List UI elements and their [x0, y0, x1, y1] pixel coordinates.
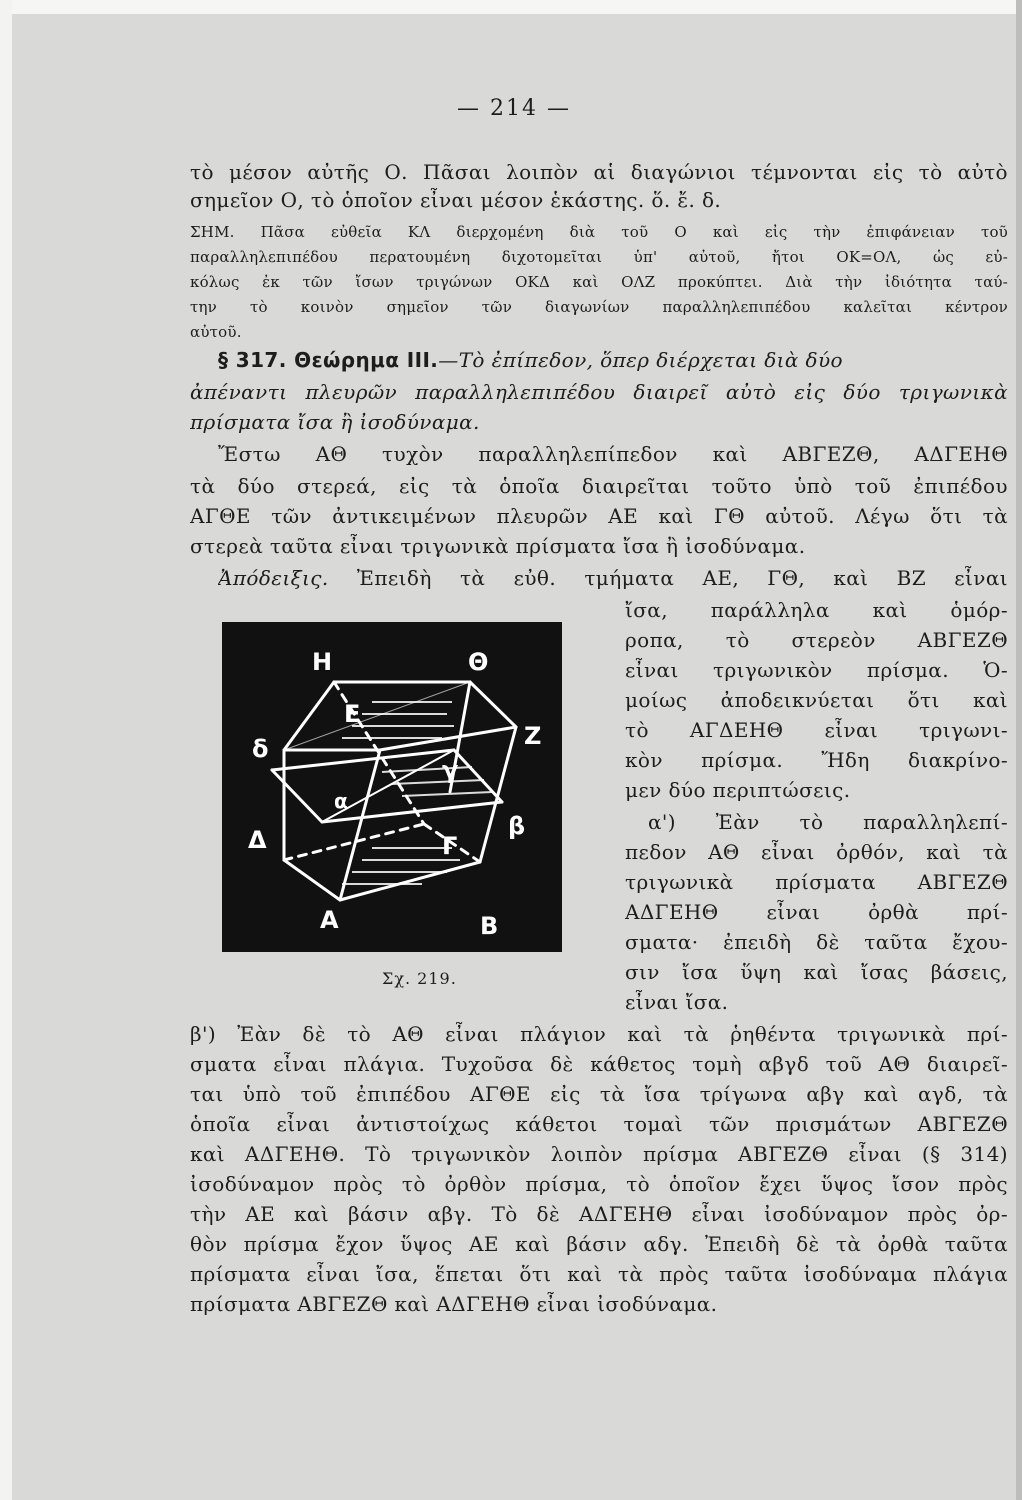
page-right-edge [1016, 0, 1022, 1500]
closing-line: θὸν πρίσμα ἔχον ὕψος ΑΕ καὶ βάσιν αδγ. Ἐπειδὴ δὲ τὰ ὀρθὰ ταῦτα [190, 1232, 1008, 1256]
closing-line: ἰσοδύναμον πρὸς τὸ ὀρθὸν πρίσμα, τὸ ὁποῖον ἔχει ὕψος ἴσον πρὸς [190, 1172, 1008, 1196]
book-page [12, 14, 1016, 1500]
right-column-line: εἶναι τριγωνικὸν πρίσμα. Ὁ- [625, 658, 1008, 682]
page-top-edge [0, 0, 1022, 14]
text-line: σημεῖον Ο, τὸ ὁποῖον εἶναι μέσον ἑκάστης. ὅ. ἔ. δ. [190, 188, 722, 212]
right-column-line: σματα· ἐπειδὴ δὲ ταῦτα ἔχου- [625, 930, 1008, 954]
label-delta: δ [252, 735, 269, 763]
page-number: — 214 — [457, 96, 571, 121]
right-column-line: πεδον ΑΘ εἶναι ὀρθόν, καὶ τὰ [625, 840, 1008, 864]
closing-line: πρίσματα ΑΒΓΕΖΘ καὶ ΑΔΓΕΗΘ εἶναι ἰσοδύναμα. [190, 1292, 718, 1316]
note-line: κόλως ἐκ τῶν ἴσων τριγώνων ΟΚΔ καὶ ΟΛΖ προκύπτει. Διὰ τὴν ἰδιότητα ταύ- [190, 273, 1008, 291]
closing-line: σματα εἶναι πλάγια. Τυχοῦσα δὲ κάθετος τομὴ αβγδ τοῦ ΑΘ διαιρεῖ- [190, 1052, 1008, 1076]
body-line: Ἔστω ΑΘ τυχὸν παραλληλεπίπεδον καὶ ΑΒΓΕΖΘ, ΑΔΓΕΗΘ [218, 442, 1008, 466]
label-gamma: γ [442, 756, 459, 784]
theorem-statement: —Τὸ ἐπίπεδον, ὅπερ διέρχεται διὰ δύο [438, 348, 843, 372]
closing-line: ὁποῖα εἶναι ἀντιστοίχως κάθετοι τομαὶ τῶν πρισμάτων ΑΒΓΕΖΘ [190, 1112, 1008, 1136]
theorem-heading: § 317. Θεώρημα III. [218, 348, 439, 372]
closing-line: β') Ἐὰν δὲ τὸ ΑΘ εἶναι πλάγιον καὶ τὰ ῥηθέντα τριγωνικὰ πρί- [190, 1022, 1008, 1046]
label-Gamma: Γ [442, 832, 458, 860]
proof-line [218, 566, 1008, 590]
proof-text: Ἐπειδὴ τὰ εὐθ. τμήματα ΑΕ, ΓΘ, καὶ ΒΖ εἶναι [356, 566, 1008, 590]
theorem-line: πρίσματα ἴσα ἢ ἰσοδύναμα. [190, 410, 480, 434]
right-column-line: τὸ ΑΓΔΕΗΘ εἶναι τριγωνι- [625, 718, 1008, 742]
right-column-line: ΑΔΓΕΗΘ εἶναι ὀρθὰ πρί- [625, 900, 1008, 924]
page-left-edge [0, 0, 12, 1500]
label-Delta: Δ [248, 826, 267, 854]
theorem-line: ἀπέναντι πλευρῶν παραλληλεπιπέδου διαιρεῖ αὐτὸ εἰς δύο τριγωνικὰ [190, 380, 1008, 404]
right-column-line: μεν δύο περιπτώσεις. [625, 778, 851, 802]
closing-line: ται ὑπὸ τοῦ ἐπιπέδου ΑΓΘΕ εἰς τὰ ἴσα τρίγωνα αβγ καὶ αγδ, τὰ [190, 1082, 1008, 1106]
right-column-line: α') Ἐὰν τὸ παραλληλεπί- [648, 810, 1008, 834]
right-column-line: τριγωνικὰ πρίσματα ΑΒΓΕΖΘ [625, 870, 1008, 894]
closing-line: πρίσματα εἶναι ἴσα, ἕπεται ὅτι καὶ τὰ πρὸς ταῦτα ἰσοδύναμα πλάγια [190, 1262, 1008, 1286]
label-alpha: α [334, 789, 348, 813]
label-A: Α [320, 906, 339, 934]
prism-diagram [222, 622, 562, 952]
closing-line: τὴν ΑΕ καὶ βάσιν αβγ. Τὸ δὲ ΑΔΓΕΗΘ εἶναι ἰσοδύναμον πρὸς ὀρ- [190, 1202, 1008, 1226]
body-line: ΑΓΘΕ τῶν ἀντικειμένων πλευρῶν ΑΕ καὶ ΓΘ αὐτοῦ. Λέγω ὅτι τὰ [190, 504, 1008, 528]
body-line: τὰ δύο στερεά, εἰς τὰ ὁποῖα διαιρεῖται τοῦτο ὑπὸ τοῦ ἐπιπέδου [190, 474, 1008, 498]
note-line: ΣΗΜ. Πᾶσα εὐθεῖα ΚΛ διερχομένη διὰ τοῦ Ο καὶ εἰς τὴν ἐπιφάνειαν τοῦ [190, 223, 1008, 241]
body-line: στερεὰ ταῦτα εἶναι τριγωνικὰ πρίσματα ἴσα ἢ ἰσοδύναμα. [190, 534, 806, 558]
theorem-heading-line [218, 348, 1008, 372]
note-line: αὐτοῦ. [190, 323, 242, 341]
label-H: Η [312, 648, 333, 676]
label-B: Β [480, 912, 499, 940]
right-column-line: σιν ἴσα ὕψη καὶ ἴσας βάσεις, [625, 960, 1008, 984]
label-Theta: Θ [468, 648, 489, 676]
label-E: Ε [344, 700, 361, 728]
closing-line: καὶ ΑΔΓΕΗΘ. Τὸ τριγωνικὸν λοιπὸν πρίσμα ΑΒΓΕΖΘ εἶναι (§ 314) [190, 1142, 1008, 1166]
figure-219 [222, 622, 562, 952]
right-column-line: μοίως ἀποδεικνύεται ὅτι καὶ [625, 688, 1008, 712]
proof-label: Ἀπόδειξις. [218, 566, 329, 590]
label-beta: β [508, 812, 526, 840]
note-line: παραλληλεπιπέδου περατουμένη διχοτομεῖται ὑπ' αὐτοῦ, ἤτοι ΟΚ=ΟΛ, ὡς εὐ- [190, 248, 1008, 266]
note-line: την τὸ κοινὸν σημεῖον τῶν διαγωνίων παραλληλεπιπέδου καλεῖται κέντρον [190, 298, 1008, 316]
right-column-line: εἶναι ἴσα. [625, 990, 729, 1014]
right-column-line: ἴσα, παράλληλα καὶ ὁμόρ- [625, 598, 1008, 622]
label-Z: Ζ [524, 722, 542, 750]
right-column-line: ροπα, τὸ στερεὸν ΑΒΓΕΖΘ [625, 628, 1008, 652]
figure-caption: Σχ. 219. [382, 969, 457, 988]
text-line: τὸ μέσον αὐτῆς Ο. Πᾶσαι λοιπὸν αἱ διαγώνιοι τέμνονται εἰς τὸ αὐτὸ [190, 160, 1008, 184]
right-column-line: κὸν πρίσμα. Ἤδη διακρίνο- [625, 748, 1008, 772]
